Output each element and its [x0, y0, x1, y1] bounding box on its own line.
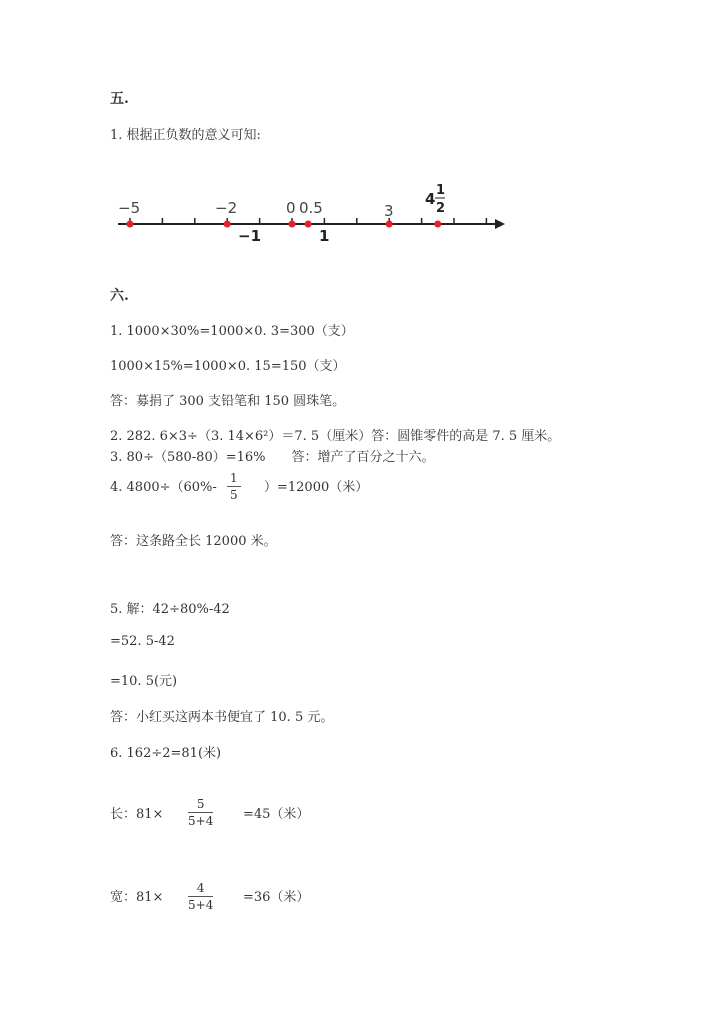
arrow-icon: [495, 219, 505, 229]
label-0: 0: [286, 199, 296, 217]
line-14a: 宽：81×: [110, 890, 164, 905]
point-marker: [386, 221, 393, 228]
q1-text: 1. 根据正负数的意义可知:: [110, 128, 261, 143]
line-4: 2. 282. 6×3÷（3. 14×6²）＝7. 5（厘米）答：圆锥零件的高是 7. 5 厘米。: [110, 429, 561, 444]
line-5: 3. 80÷（580-80）=16% 答：增产了百分之十六。: [110, 450, 435, 465]
fraction-5-9: $\frac{5}{5+4}$: [188, 797, 214, 828]
mixed-whole: 4: [425, 190, 436, 208]
line-14b: =36（米）: [243, 890, 310, 905]
line-1: 1. 1000×30%=1000×0. 3=300（支）: [110, 324, 354, 339]
line-6b: ）=12000（米）: [264, 480, 369, 495]
mixed-den: 2: [436, 201, 446, 216]
point-marker: [224, 221, 231, 228]
section-6-heading: 六.: [110, 288, 129, 304]
line-13b: =45（米）: [243, 807, 310, 822]
fraction-4-9: $\frac{4}{5+4}$: [188, 881, 214, 912]
label-minus1: −1: [238, 227, 262, 245]
number-line: [100, 180, 520, 250]
label-1: 1: [319, 227, 330, 245]
line-3: 答：募捐了 300 支铅笔和 150 圆珠笔。: [110, 394, 346, 409]
label-3: 3: [384, 202, 394, 220]
line-6a: 4. 4800÷（60%-: [110, 480, 217, 495]
line-7: 答：这条路全长 12000 米。: [110, 534, 277, 549]
point-marker: [305, 221, 312, 228]
line-9: =52. 5-42: [110, 634, 175, 649]
label-minus5: −5: [118, 199, 141, 217]
line-11: 答：小红买这两本书便宜了 10. 5 元。: [110, 710, 334, 725]
line-12: 6. 162÷2=81(米): [110, 746, 222, 761]
line-8: 5. 解：42÷80%-42: [110, 602, 230, 617]
fraction-1-5: $\frac{1}{5}$: [227, 470, 241, 503]
line-13a: 长：81×: [110, 807, 164, 822]
section-5-heading: 五.: [110, 91, 129, 107]
label-0-5: 0.5: [299, 199, 323, 217]
point-marker: [289, 221, 296, 228]
point-marker: [127, 221, 134, 228]
line-2: 1000×15%=1000×0. 15=150（支）: [110, 359, 346, 374]
mixed-num: 1: [436, 183, 446, 198]
label-minus2: −2: [215, 199, 238, 217]
line-10: =10. 5(元): [110, 674, 178, 689]
point-marker: [434, 221, 441, 228]
